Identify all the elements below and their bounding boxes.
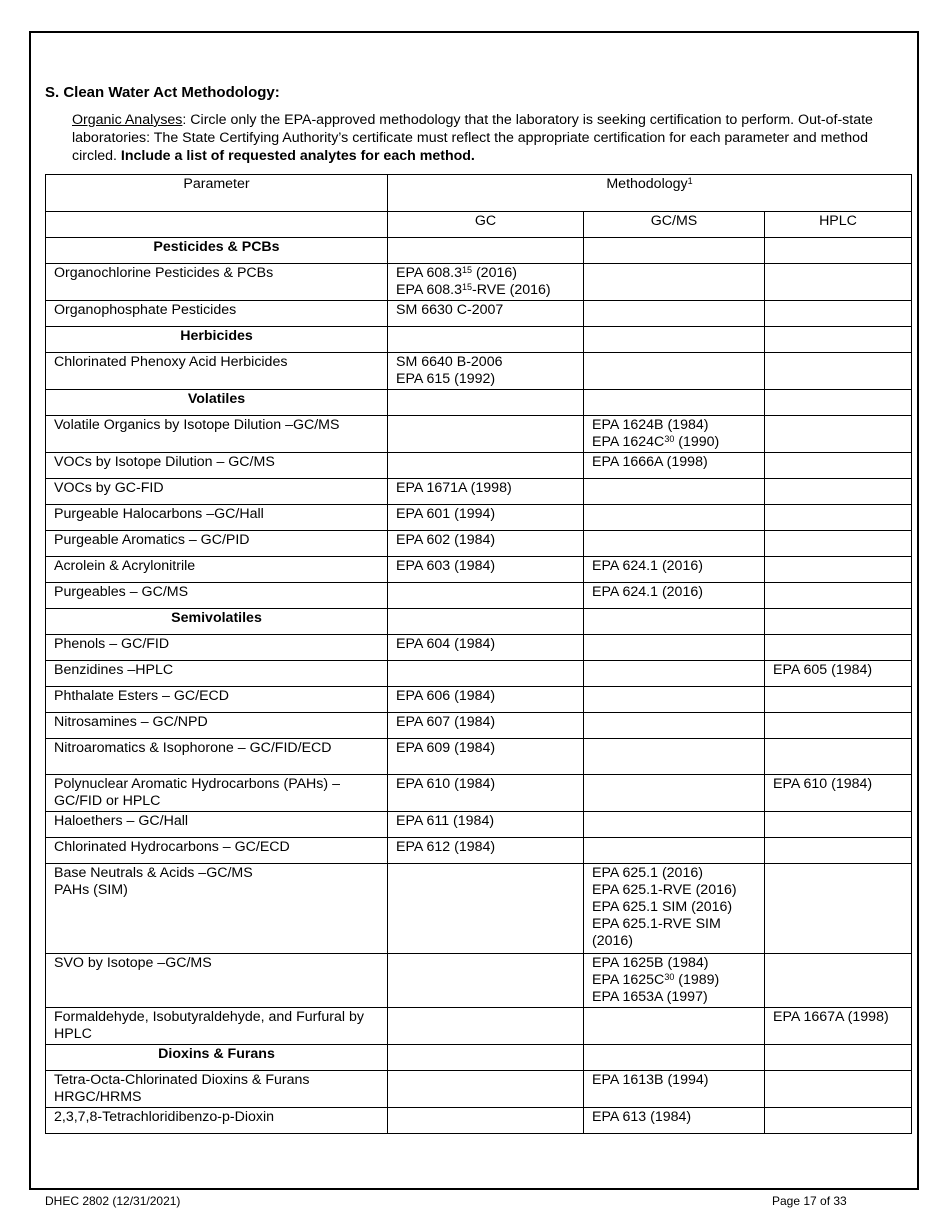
- hplc-cell: [765, 301, 912, 327]
- category-label: Dioxins & Furans: [46, 1045, 388, 1071]
- hplc-cell: [765, 583, 912, 609]
- gcms-cell: [584, 557, 765, 583]
- method-entry[interactable]: EPA 625.1 (2016): [592, 865, 703, 881]
- category-row: [46, 1045, 912, 1071]
- hplc-cell: [765, 661, 912, 687]
- gcms-cell: [584, 327, 765, 353]
- method-entry[interactable]: EPA 610 (1984): [396, 776, 496, 792]
- gcms-cell: [584, 583, 765, 609]
- gc-cell: [388, 479, 584, 505]
- parameter-cell: Haloethers – GC/Hall: [46, 812, 388, 838]
- gc-cell: [388, 775, 584, 812]
- parameter-cell: SVO by Isotope –GC/MS: [46, 954, 388, 1008]
- gcms-cell: [584, 1071, 765, 1108]
- method-entry[interactable]: EPA 608.3$^{15}$-RVE (2016): [396, 282, 551, 298]
- hplc-cell: [765, 812, 912, 838]
- gcms-cell: [584, 609, 765, 635]
- table-row: [46, 1071, 912, 1108]
- method-entry[interactable]: EPA 1653A (1997): [592, 989, 708, 1005]
- gc-cell: [388, 390, 584, 416]
- gcms-cell: [584, 864, 765, 954]
- form-id: DHEC 2802 (12/31/2021): [45, 1194, 181, 1208]
- table-row: [46, 531, 912, 557]
- parameter-cell: Nitroaromatics & Isophorone – GC/FID/ECD: [46, 739, 388, 775]
- gcms-cell: [584, 238, 765, 264]
- parameter-cell: Formaldehyde, Isobutyraldehyde, and Furfural by HPLC: [46, 1008, 388, 1045]
- gcms-cell: [584, 479, 765, 505]
- gcms-cell: [584, 838, 765, 864]
- method-entry[interactable]: EPA 604 (1984): [396, 636, 496, 652]
- gcms-cell: [584, 812, 765, 838]
- table-row: [46, 864, 912, 954]
- gc-cell: [388, 739, 584, 775]
- method-entry[interactable]: EPA 615 (1992): [396, 371, 496, 387]
- category-label: Herbicides: [46, 327, 388, 353]
- gc-cell: [388, 238, 584, 264]
- gcms-cell: [584, 353, 765, 390]
- category-label: Volatiles: [46, 390, 388, 416]
- gc-cell: [388, 1108, 584, 1134]
- gcms-cell: [584, 739, 765, 775]
- hplc-cell: [765, 1108, 912, 1134]
- hplc-cell: [765, 635, 912, 661]
- table-row: [46, 661, 912, 687]
- gcms-cell: [584, 635, 765, 661]
- method-entry[interactable]: EPA 1624B (1984): [592, 417, 709, 433]
- method-entry[interactable]: EPA 611 (1984): [396, 813, 495, 829]
- table-row: [46, 838, 912, 864]
- gcms-cell: [584, 301, 765, 327]
- table-row: [46, 505, 912, 531]
- parameter-cell: Polynuclear Aromatic Hydrocarbons (PAHs) – GC/FID or HPLC: [46, 775, 388, 812]
- table-row: [46, 583, 912, 609]
- gcms-cell: [584, 390, 765, 416]
- hplc-cell: [765, 353, 912, 390]
- intro-paragraph: [72, 111, 892, 165]
- hplc-cell: [765, 775, 912, 812]
- gc-cell: [388, 838, 584, 864]
- category-label: Semivolatiles: [46, 609, 388, 635]
- method-entry[interactable]: EPA 625.1-RVE (2016): [592, 882, 737, 898]
- gc-cell: [388, 635, 584, 661]
- table-subheader-row: [46, 212, 912, 238]
- parameter-cell: Organophosphate Pesticides: [46, 301, 388, 327]
- table-header-row: [46, 175, 912, 212]
- col-gc-header: GC: [388, 212, 584, 238]
- table-row: [46, 687, 912, 713]
- category-label: Pesticides & PCBs: [46, 238, 388, 264]
- parameter-cell: Purgeable Aromatics – GC/PID: [46, 531, 388, 557]
- methodology-table: [45, 174, 912, 1134]
- method-entry[interactable]: EPA 1625B (1984): [592, 955, 709, 971]
- col-gcms-header: GC/MS: [584, 212, 765, 238]
- method-entry[interactable]: EPA 605 (1984): [773, 662, 873, 678]
- hplc-cell: [765, 1071, 912, 1108]
- parameter-cell: Chlorinated Hydrocarbons – GC/ECD: [46, 838, 388, 864]
- table-row: [46, 479, 912, 505]
- table-row: [46, 954, 912, 1008]
- method-entry[interactable]: EPA 625.1 SIM (2016): [592, 899, 733, 915]
- gc-cell: [388, 864, 584, 954]
- hplc-cell: [765, 838, 912, 864]
- gcms-cell: [584, 661, 765, 687]
- gcms-cell: [584, 1108, 765, 1134]
- parameter-cell: Phthalate Esters – GC/ECD: [46, 687, 388, 713]
- hplc-cell: [765, 687, 912, 713]
- gcms-cell: [584, 1008, 765, 1045]
- intro-text: : Circle only the EPA-approved methodology that the laboratory is seeking certification to perform. Out-of-state laboratories: The State Certifying Authority’s certificate must reflect the appropriate certification for each parameter and method circled.: [72, 112, 873, 164]
- gcms-cell: [584, 687, 765, 713]
- col-hplc-header: HPLC: [765, 212, 912, 238]
- method-entry[interactable]: EPA 602 (1984): [396, 532, 496, 548]
- method-entry[interactable]: EPA 607 (1984): [396, 714, 496, 730]
- gc-cell: [388, 1008, 584, 1045]
- hplc-cell: [765, 416, 912, 453]
- method-entry[interactable]: SM 6640 B-2006: [396, 354, 503, 370]
- hplc-cell: [765, 479, 912, 505]
- method-entry[interactable]: EPA 606 (1984): [396, 688, 496, 704]
- method-entry[interactable]: EPA 608.3$^{15}$ (2016): [396, 265, 517, 281]
- header-parameter: Parameter: [46, 175, 388, 212]
- gc-cell: [388, 713, 584, 739]
- gcms-cell: [584, 453, 765, 479]
- parameter-cell: Chlorinated Phenoxy Acid Herbicides: [46, 353, 388, 390]
- header-methodology-label: Methodology: [606, 176, 688, 192]
- parameter-cell: Phenols – GC/FID: [46, 635, 388, 661]
- gc-cell: [388, 812, 584, 838]
- intro-label: Organic Analyses: [72, 112, 183, 128]
- table-row: [46, 1108, 912, 1134]
- parameter-cell: 2,3,7,8-Tetrachloridibenzo-p-Dioxin: [46, 1108, 388, 1134]
- intro-bold-note: Include a list of requested analytes for each method.: [120, 148, 475, 164]
- gc-cell: [388, 1071, 584, 1108]
- method-entry[interactable]: SM 6630 C-2007: [396, 302, 504, 318]
- gcms-cell: [584, 713, 765, 739]
- gcms-cell: [584, 1045, 765, 1071]
- hplc-cell: [765, 453, 912, 479]
- hplc-cell: [765, 238, 912, 264]
- header-methodology: [388, 175, 912, 212]
- method-entry[interactable]: EPA 1671A (1998): [396, 480, 512, 496]
- gc-cell: [388, 557, 584, 583]
- parameter-cell: Benzidines –HPLC: [46, 661, 388, 687]
- hplc-cell: [765, 390, 912, 416]
- parameter-cell: Organochlorine Pesticides & PCBs: [46, 264, 388, 301]
- method-entry[interactable]: EPA 610 (1984): [773, 776, 873, 792]
- table-row: [46, 739, 912, 775]
- method-entry[interactable]: EPA 624.1 (2016): [592, 558, 703, 574]
- parameter-cell: Tetra-Octa-Chlorinated Dioxins & Furans HRGC/HRMS: [46, 1071, 388, 1108]
- gc-cell: [388, 453, 584, 479]
- parameter-cell: Purgeable Halocarbons –GC/Hall: [46, 505, 388, 531]
- table-row: [46, 812, 912, 838]
- gc-cell: [388, 301, 584, 327]
- gcms-cell: [584, 531, 765, 557]
- gcms-cell: [584, 416, 765, 453]
- gc-cell: [388, 353, 584, 390]
- hplc-cell: [765, 609, 912, 635]
- gcms-cell: [584, 954, 765, 1008]
- gc-cell: [388, 531, 584, 557]
- method-entry[interactable]: EPA 613 (1984): [592, 1109, 692, 1125]
- gc-cell: [388, 954, 584, 1008]
- parameter-cell: Acrolein & Acrylonitrile: [46, 557, 388, 583]
- hplc-cell: [765, 739, 912, 775]
- category-row: [46, 609, 912, 635]
- subheader-blank: [46, 212, 388, 238]
- parameter-cell: Base Neutrals & Acids –GC/MS PAHs (SIM): [46, 864, 388, 954]
- table-row: [46, 713, 912, 739]
- gc-cell: [388, 609, 584, 635]
- method-entry[interactable]: EPA $1624C^{30}$ (1990): [592, 434, 720, 450]
- method-entry[interactable]: EPA 612 (1984): [396, 839, 496, 855]
- gc-cell: [388, 416, 584, 453]
- table-row: [46, 353, 912, 390]
- table-row: [46, 416, 912, 453]
- parameter-cell: VOCs by Isotope Dilution – GC/MS: [46, 453, 388, 479]
- parameter-cell: Purgeables – GC/MS: [46, 583, 388, 609]
- gc-cell: [388, 1045, 584, 1071]
- parameter-cell: Nitrosamines – GC/NPD: [46, 713, 388, 739]
- table-row: [46, 557, 912, 583]
- method-entry[interactable]: EPA 624.1 (2016): [592, 584, 703, 600]
- table-row: [46, 301, 912, 327]
- hplc-cell: [765, 531, 912, 557]
- method-entry[interactable]: EPA 603 (1984): [396, 558, 496, 574]
- gcms-cell: [584, 775, 765, 812]
- hplc-cell: [765, 1045, 912, 1071]
- gc-cell: [388, 583, 584, 609]
- header-methodology-footnote: 1: [687, 176, 693, 186]
- section-title: S. Clean Water Act Methodology:: [45, 84, 280, 101]
- table-row: [46, 1008, 912, 1045]
- hplc-cell: [765, 1008, 912, 1045]
- hplc-cell: [765, 713, 912, 739]
- gcms-cell: [584, 264, 765, 301]
- table-row: [46, 453, 912, 479]
- page-number: Page 17 of 33: [772, 1194, 847, 1208]
- table-row: [46, 775, 912, 812]
- category-row: [46, 327, 912, 353]
- hplc-cell: [765, 864, 912, 954]
- table-row: [46, 635, 912, 661]
- hplc-cell: [765, 557, 912, 583]
- category-row: [46, 390, 912, 416]
- hplc-cell: [765, 327, 912, 353]
- method-entry[interactable]: EPA 1667A (1998): [773, 1009, 889, 1025]
- gc-cell: [388, 505, 584, 531]
- gcms-cell: [584, 505, 765, 531]
- method-entry[interactable]: EPA 1666A (1998): [592, 454, 708, 470]
- gc-cell: [388, 661, 584, 687]
- method-entry[interactable]: EPA 1613B (1994): [592, 1072, 709, 1088]
- gc-cell: [388, 687, 584, 713]
- gc-cell: [388, 327, 584, 353]
- parameter-cell: VOCs by GC-FID: [46, 479, 388, 505]
- method-entry[interactable]: EPA 601 (1994): [396, 506, 496, 522]
- gc-cell: [388, 264, 584, 301]
- method-entry[interactable]: EPA $1625C^{30}$ (1989): [592, 972, 720, 988]
- hplc-cell: [765, 264, 912, 301]
- category-row: [46, 238, 912, 264]
- method-entry[interactable]: EPA 625.1-RVE SIM (2016): [592, 916, 721, 949]
- hplc-cell: [765, 505, 912, 531]
- method-entry[interactable]: EPA 609 (1984): [396, 740, 496, 756]
- hplc-cell: [765, 954, 912, 1008]
- table-row: [46, 264, 912, 301]
- parameter-cell: Volatile Organics by Isotope Dilution –GC/MS: [46, 416, 388, 453]
